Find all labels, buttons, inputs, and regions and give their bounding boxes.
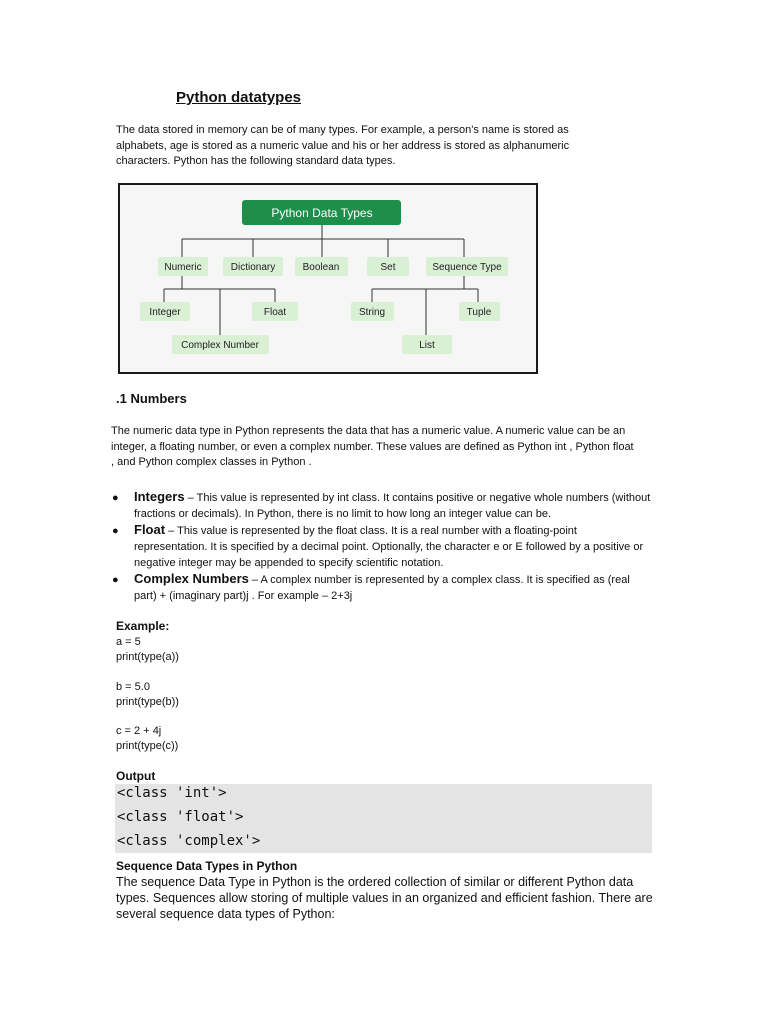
node-boolean-label: Boolean — [302, 262, 340, 273]
code-line: c = 2 + 4j — [116, 725, 162, 737]
list-item-float — [112, 522, 652, 571]
term-complex-numbers: Complex Numbers — [134, 571, 249, 586]
term-integers: Integers — [134, 489, 185, 504]
output-heading: Output — [116, 769, 156, 783]
term-float: Float — [134, 522, 166, 537]
page-title: Python datatypes — [176, 89, 302, 106]
output-line: <class 'complex'> — [117, 833, 261, 849]
desc-complex-numbers: – A complex number is represented by a complex class. It is specified as (real part) + (imaginary part)j . For example – 2+3j — [134, 574, 630, 602]
sequence-heading: Sequence Data Types in Python — [116, 859, 298, 873]
list-item-complex — [112, 571, 652, 604]
sequence-description: The sequence Data Type in Python is the ordered collection of similar or different Python data types. Sequences allow storing of multiple values in an organized and efficient fashion. There are several sequence data types of Python: — [116, 875, 653, 921]
code-line: print(type(c)) — [116, 740, 179, 752]
output-line: <class 'int'> — [117, 785, 227, 801]
code-line: print(type(a)) — [116, 651, 179, 663]
bullet-icon: ● — [112, 574, 119, 586]
bullet-icon: ● — [112, 525, 119, 537]
code-line: b = 5.0 — [116, 681, 150, 693]
numeric-types-list — [112, 489, 652, 604]
desc-integers: – This value is represented by int class. It contains positive or negative whole numbers (without fractions or decimals). In Python, there is no limit to how long an integer value can be. — [134, 492, 651, 520]
node-set-label: Set — [380, 262, 396, 273]
example-heading: Example: — [116, 619, 170, 633]
bullet-icon: ● — [112, 492, 119, 504]
node-dictionary-label: Dictionary — [230, 262, 276, 273]
output-line: <class 'float'> — [117, 809, 244, 825]
data-types-tree — [120, 185, 536, 372]
output-block — [115, 784, 652, 853]
numbers-heading: .1 Numbers — [116, 391, 187, 406]
diagram-root-label: Python Data Types — [271, 206, 373, 220]
code-line: a = 5 — [116, 636, 141, 648]
node-tuple-label: Tuple — [466, 307, 492, 318]
code-line: print(type(b)) — [116, 696, 179, 708]
node-complex-number-label: Complex Number — [181, 340, 259, 351]
node-integer-label: Integer — [149, 307, 181, 318]
node-numeric-label: Numeric — [164, 262, 202, 273]
intro-paragraph: The data stored in memory can be of many types. For example, a person's name is stored as alphabets, age is stored as a numeric value and his or her address is stored as alphanumeric characters. Python has the following standard data types. — [116, 124, 570, 167]
desc-float: – This value is represented by the float class. It is a real number with a floating-point representation. It is specified by a decimal point. Optionally, the character e or E followed by a positive or negative integer may be appended to specify scientific notation. — [134, 525, 644, 569]
numbers-description: The numeric data type in Python represents the data that has a numeric value. A numeric value can be an integer, a floating number, or even a complex number. These values are defined as Python int , Python float , and Python complex classes in Python . — [111, 425, 634, 468]
node-sequence-type-label: Sequence Type — [432, 262, 502, 273]
data-types-diagram — [118, 183, 538, 374]
connector-lines — [164, 225, 478, 336]
node-list-label: List — [419, 340, 435, 351]
node-float-label: Float — [263, 307, 287, 318]
list-item-integers — [112, 489, 652, 522]
node-string-label: String — [358, 307, 386, 318]
